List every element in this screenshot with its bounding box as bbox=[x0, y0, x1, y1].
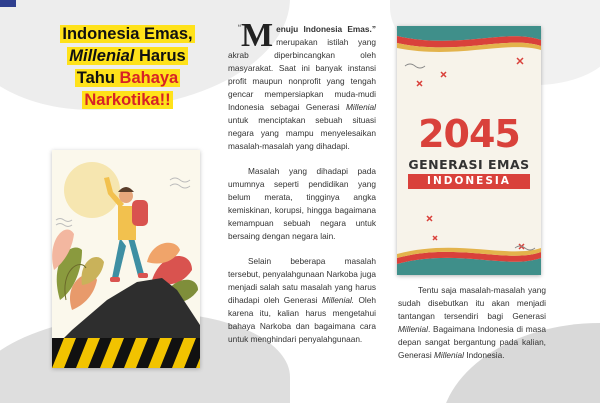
title-line-2: Harus bbox=[134, 47, 186, 65]
paragraph-1 bbox=[228, 17, 376, 153]
paragraph-4-text-c: Indonesia. bbox=[463, 350, 505, 360]
paragraph-1-italic: Millenial bbox=[346, 102, 376, 112]
poster-banner: INDONESIA bbox=[408, 174, 530, 189]
paragraph-4-italic-1: Millenial bbox=[398, 324, 428, 334]
hiker-illustration bbox=[52, 150, 200, 368]
dropcap-letter: M bbox=[241, 17, 274, 54]
hiker-figure bbox=[112, 238, 126, 279]
paragraph-1-text-b: untuk menciptakan sebuah situasi negara yang mampu menyelesaikan masalah-masalah yang dihadapi. bbox=[228, 115, 376, 151]
title-millenial: Millenial bbox=[69, 47, 135, 65]
corner-logo-mark bbox=[0, 0, 16, 7]
paragraph-3-text-a: Selain beberapa masalah tersebut, penyalahgunaan Narkoba juga menjadi salah satu masalah yang harus dihadapi oleh Generasi bbox=[228, 256, 376, 305]
paragraph-4-text-b: . Bagaimana Indonesia di masa depan sangat bergantung pada kalian, Generasi bbox=[398, 324, 546, 360]
title-line-1: Indonesia Emas, bbox=[62, 25, 193, 43]
paragraph-3 bbox=[228, 255, 376, 346]
intro-bold-text: enuju Indonesia Emas.” bbox=[276, 24, 376, 34]
article-column-middle bbox=[228, 17, 376, 358]
paragraph-4 bbox=[398, 284, 546, 362]
paragraph-3-text-b: Oleh karena itu, kalian harus mengetahui bahaya Narkoba dan bagaimana cara untuk menghindari penyalahgunaan. bbox=[228, 295, 376, 344]
open-quote: “ bbox=[238, 23, 241, 33]
poster-subtitle: GENERASI EMAS bbox=[408, 157, 530, 172]
title-narkotika: Narkotika!! bbox=[84, 91, 171, 109]
paragraph-3-italic: Millenial. bbox=[321, 295, 355, 305]
paragraph-4-italic-2: Millenial bbox=[433, 350, 464, 360]
hiker-illustration-card bbox=[52, 150, 200, 368]
generasi-emas-poster bbox=[397, 26, 541, 275]
article-title bbox=[50, 23, 205, 111]
paragraph-1-text-a: merupakan istilah yang akrab diperbincangkan oleh masyarakat. Saat ini banyak instansi profit maupun nonprofit yang tengah gencar mempersiapkan muda-mudi Indonesia sebagai Generasi bbox=[228, 37, 376, 112]
title-line-3: Tahu bbox=[76, 69, 120, 87]
paragraph-4-text-a: Tentu saja masalah-masalah yang sudah disebutkan itu akan menjadi tantangan tersendiri bagi Generasi bbox=[398, 285, 546, 321]
paragraph-2: Masalah yang dihadapi pada umumnya seperti pendidikan yang belum merata, tingginya angka kemiskinan, korupsi, hingga bagaimana kemampuan sebuah negara untuk bersaing dengan negara lain. bbox=[228, 166, 376, 241]
wave-decor bbox=[170, 178, 190, 182]
poster-year: 2045 bbox=[418, 112, 520, 156]
article-column-right bbox=[398, 284, 546, 362]
title-bahaya: Bahaya bbox=[119, 69, 179, 87]
